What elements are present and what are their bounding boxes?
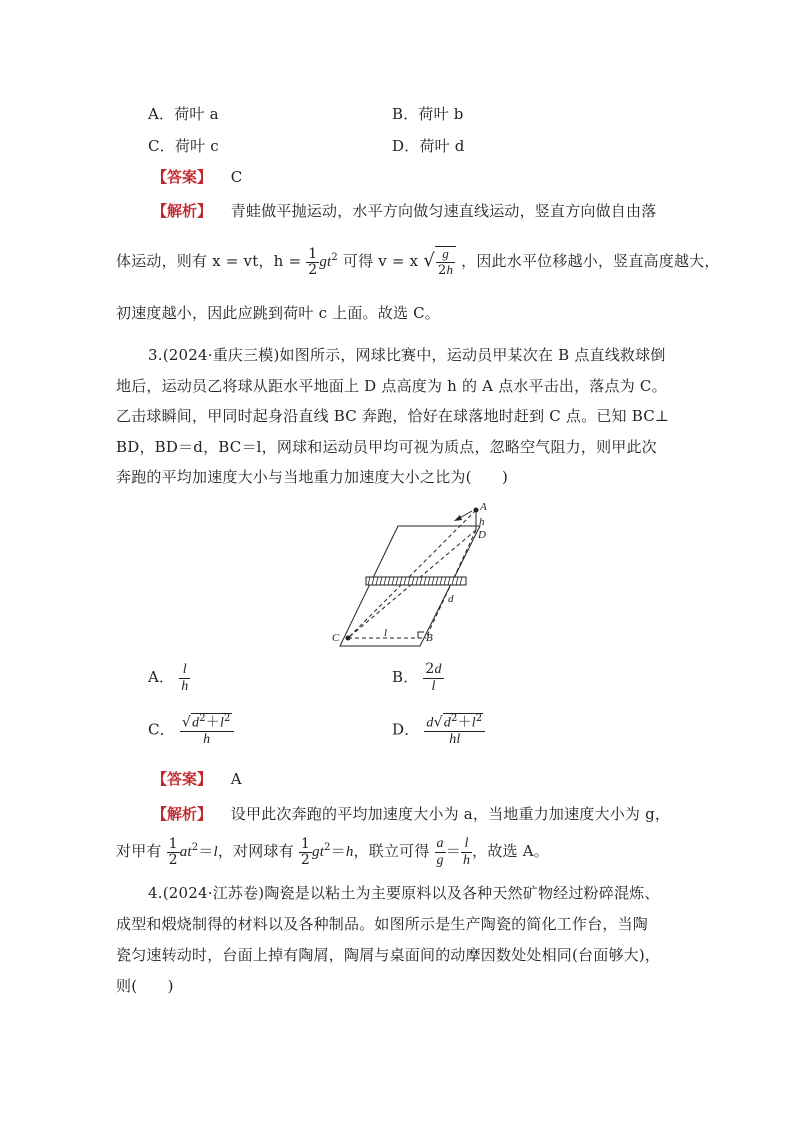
analysis-text: 体运动，则有 x = vt，h = [116,252,302,271]
option-c: C．荷叶 c [148,137,219,155]
half-fraction: $\frac{1}{2}$ [168,836,178,868]
label-b: B [426,632,433,644]
analysis-text: 可得 v = x [342,252,419,271]
question-4-text: 4.(2024·江苏卷)陶瓷是以粘土为主要原料以及各种天然矿物经过粉碎混炼、 [148,884,660,902]
landing-point-c [346,636,351,641]
analysis-row [152,803,670,824]
question-3-text: 乙击球瞬间，甲同时起身沿直线 BC 奔跑，恰好在球落地时赶到 C 点。已知 BC⊥ [116,407,670,425]
label-l: l [384,627,388,639]
question-3-text: 奔跑的平均加速度大小与当地重力加速度大小之比为( ) [116,468,509,486]
answer-row [152,166,242,187]
question-4-text: 成型和煅烧制得的材料以及各种制品。如图所示是生产陶瓷的简化工作台，当陶 [116,915,649,933]
question-3-text: 地后，运动员乙将球从距水平地面上 D 点高度为 h 的 A 点水平击出，落点为 C。 [116,377,667,395]
question-3-text: 3.(2024·重庆三模)如图所示，网球比赛中，运动员甲某次在 B 点直线救球倒 [148,346,666,364]
label-c: C [332,632,340,644]
analysis-formula-line: 体运动，则有 x = vt，h = $\frac{1}{2}$ $gt^2$ 可得 v = x √ $\frac{g}{2h}$ ，因此水平位移越小，竖直高度越大， [116,245,720,278]
fraction-sqrt-over-h: $\frac{√d^2+l^2}{h}$ [180,713,234,748]
answer-value: C [230,168,243,186]
analysis-text: ，故选 A。 [472,842,549,861]
option-d [392,713,485,748]
analysis-text: 设甲此次奔跑的平均加速度大小为 a，当地重力加速度大小为 g， [230,805,671,823]
fraction-a-over-g: $\frac{a}{g}$ [436,836,444,868]
answer-value: A [230,770,242,788]
label-d-point: D [478,529,486,541]
option-letter: C． [148,720,175,739]
option-a [148,662,190,694]
analysis-text: 青蛙做平抛运动，水平方向做匀速直线运动，竖直方向做自由落 [230,202,657,220]
analysis-row [152,200,656,221]
option-d: D．荷叶 d [392,137,465,155]
fraction-l-over-h: $\frac{l}{h}$ [462,836,471,868]
label-a: A [480,501,487,513]
half-fraction: $\frac{1}{2}$ [308,245,318,278]
analysis-text: 对甲有 [116,842,162,861]
option-b: B．荷叶 b [392,105,464,123]
option-c [148,713,234,748]
analysis-label: 【解析】 [152,202,213,220]
option-letter: B． [392,668,419,687]
label-d-length: d [448,593,454,605]
label-h: h [479,516,485,528]
analysis-text: 初速度越小，因此应跳到荷叶 c 上面。故选 C。 [116,304,440,322]
question-4-text: 则( ) [116,977,174,995]
answer-label: 【答案】 [152,770,213,788]
ball-point-a [474,508,479,513]
fraction-dsqrt-over-hl: $\frac{d√d^2+l^2}{hl}$ [424,713,485,748]
answer-row [152,768,242,789]
option-b [392,662,444,694]
analysis-text: ，联立可得 [353,842,430,861]
option-letter: A． [148,668,175,687]
tennis-court-figure [320,498,500,650]
option-a: A．荷叶 a [148,105,219,123]
analysis-label: 【解析】 [152,805,213,823]
analysis-text: ，因此水平位移越小，竖直高度越大， [461,252,720,271]
analysis-text: ，对网球有 [217,842,294,861]
answer-label: 【答案】 [152,168,213,186]
question-4-text: 瓷匀速转动时，台面上掉有陶屑，陶屑与桌面间的动摩因数处处相同(台面够大)， [116,946,661,964]
fraction-2d-over-l: $\frac{2d}{l}$ [425,661,442,694]
question-3-text: BD，BD＝d，BC＝l，网球和运动员甲均可视为质点，忽略空气阻力，则甲此次 [116,438,657,456]
half-fraction: $\frac{1}{2}$ [300,836,310,868]
option-letter: D． [392,720,420,739]
fraction-l-over-h: $\frac{l}{h}$ [181,662,189,694]
analysis-formula-line: 对甲有 $\frac{1}{2}$ $at^2=l$，对网球有 $\frac{1}{2}$ $gt^2=h$，联立可得 $\frac{a}{g}$ ＝ $\frac{l}{h}$ ，故选 A。 [116,836,549,868]
